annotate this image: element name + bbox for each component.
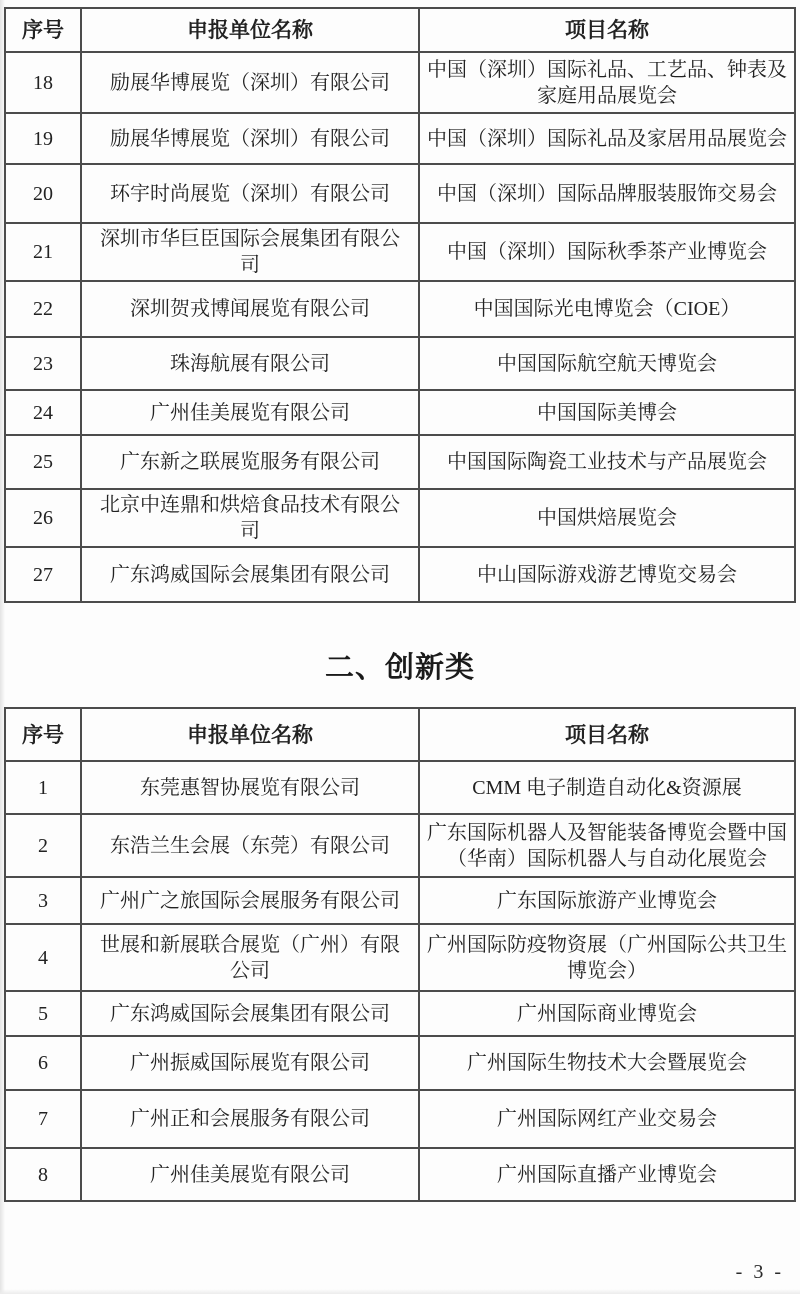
table-row (5, 814, 795, 877)
row-number-cell: 22 (5, 281, 81, 337)
project-name-cell: 广州国际防疫物资展（广州国际公共卫生博览会） (419, 924, 795, 991)
project-name-cell: 中山国际游戏游艺博览交易会 (419, 547, 795, 602)
row-number-cell: 1 (5, 761, 81, 814)
row-number-cell: 27 (5, 547, 81, 602)
section-title: 二、创新类 (324, 652, 475, 684)
project-name-cell: 中国（深圳）国际礼品及家居用品展览会 (419, 113, 795, 164)
table-row (5, 1148, 795, 1201)
applicant-name-cell: 广州广之旅国际会展服务有限公司 (81, 877, 419, 924)
project-name-cell: 中国（深圳）国际秋季茶产业博览会 (419, 223, 795, 281)
category-1-table (4, 7, 796, 603)
project-name-cell: 广东国际旅游产业博览会 (419, 877, 795, 924)
table-header-row (5, 8, 795, 52)
row-number-cell: 2 (5, 814, 81, 877)
column-header: 申报单位名称 (81, 8, 419, 52)
applicant-name-cell: 广东鸿威国际会展集团有限公司 (81, 547, 419, 602)
table-row (5, 991, 795, 1036)
project-name-cell: 广州国际直播产业博览会 (419, 1148, 795, 1201)
column-header: 序号 (5, 708, 81, 761)
row-number-cell: 8 (5, 1148, 81, 1201)
table-header-row (5, 708, 795, 761)
applicant-name-cell: 广州振威国际展览有限公司 (81, 1036, 419, 1090)
applicant-name-cell: 深圳贺戎博闻展览有限公司 (81, 281, 419, 337)
table-row (5, 924, 795, 991)
applicant-name-cell: 广州佳美展览有限公司 (81, 1148, 419, 1201)
row-number-cell: 6 (5, 1036, 81, 1090)
column-header: 申报单位名称 (81, 708, 419, 761)
project-name-cell: 广州国际生物技术大会暨展览会 (419, 1036, 795, 1090)
row-number-cell: 26 (5, 489, 81, 547)
row-number-cell: 18 (5, 52, 81, 113)
table-row (5, 390, 795, 435)
table-row (5, 547, 795, 602)
row-number-cell: 20 (5, 164, 81, 223)
table-row (5, 281, 795, 337)
project-name-cell: 中国国际陶瓷工业技术与产品展览会 (419, 435, 795, 489)
row-number-cell: 5 (5, 991, 81, 1036)
table-row (5, 1090, 795, 1148)
table-row (5, 877, 795, 924)
row-number-cell: 7 (5, 1090, 81, 1148)
column-header: 序号 (5, 8, 81, 52)
page-number: - 3 - (735, 1261, 784, 1283)
applicant-name-cell: 珠海航展有限公司 (81, 337, 419, 390)
project-name-cell: 中国烘焙展览会 (419, 489, 795, 547)
applicant-name-cell: 励展华博展览（深圳）有限公司 (81, 52, 419, 113)
scan-edge-bottom (0, 1289, 800, 1294)
table-row (5, 223, 795, 281)
project-name-cell: 中国国际光电博览会（CIOE） (419, 281, 795, 337)
project-name-cell: 中国国际航空航天博览会 (419, 337, 795, 390)
row-number-cell: 19 (5, 113, 81, 164)
table-row (5, 164, 795, 223)
table-row (5, 435, 795, 489)
table-row (5, 337, 795, 390)
applicant-name-cell: 广东新之联展览服务有限公司 (81, 435, 419, 489)
table-row (5, 113, 795, 164)
project-name-cell: 中国（深圳）国际礼品、工艺品、钟表及家庭用品展览会 (419, 52, 795, 113)
project-name-cell: 中国（深圳）国际品牌服装服饰交易会 (419, 164, 795, 223)
project-name-cell: 广州国际商业博览会 (419, 991, 795, 1036)
column-header: 项目名称 (419, 708, 795, 761)
applicant-name-cell: 环宇时尚展览（深圳）有限公司 (81, 164, 419, 223)
applicant-name-cell: 广东鸿威国际会展集团有限公司 (81, 991, 419, 1036)
applicant-name-cell: 北京中连鼎和烘焙食品技术有限公司 (81, 489, 419, 547)
row-number-cell: 21 (5, 223, 81, 281)
table-row (5, 489, 795, 547)
project-name-cell: 广州国际网红产业交易会 (419, 1090, 795, 1148)
applicant-name-cell: 深圳市华巨臣国际会展集团有限公司 (81, 223, 419, 281)
row-number-cell: 3 (5, 877, 81, 924)
row-number-cell: 23 (5, 337, 81, 390)
row-number-cell: 4 (5, 924, 81, 991)
row-number-cell: 25 (5, 435, 81, 489)
applicant-name-cell: 广州正和会展服务有限公司 (81, 1090, 419, 1148)
column-header: 项目名称 (419, 8, 795, 52)
table-row (5, 52, 795, 113)
applicant-name-cell: 世展和新展联合展览（广州）有限公司 (81, 924, 419, 991)
category-2-table (4, 707, 796, 1202)
project-name-cell: 广东国际机器人及智能装备博览会暨中国（华南）国际机器人与自动化展览会 (419, 814, 795, 877)
applicant-name-cell: 广州佳美展览有限公司 (81, 390, 419, 435)
project-name-cell: CMM 电子制造自动化&资源展 (419, 761, 795, 814)
applicant-name-cell: 东莞惠智协展览有限公司 (81, 761, 419, 814)
row-number-cell: 24 (5, 390, 81, 435)
table-row (5, 1036, 795, 1090)
applicant-name-cell: 东浩兰生会展（东莞）有限公司 (81, 814, 419, 877)
project-name-cell: 中国国际美博会 (419, 390, 795, 435)
table-row (5, 761, 795, 814)
applicant-name-cell: 励展华博展览（深圳）有限公司 (81, 113, 419, 164)
